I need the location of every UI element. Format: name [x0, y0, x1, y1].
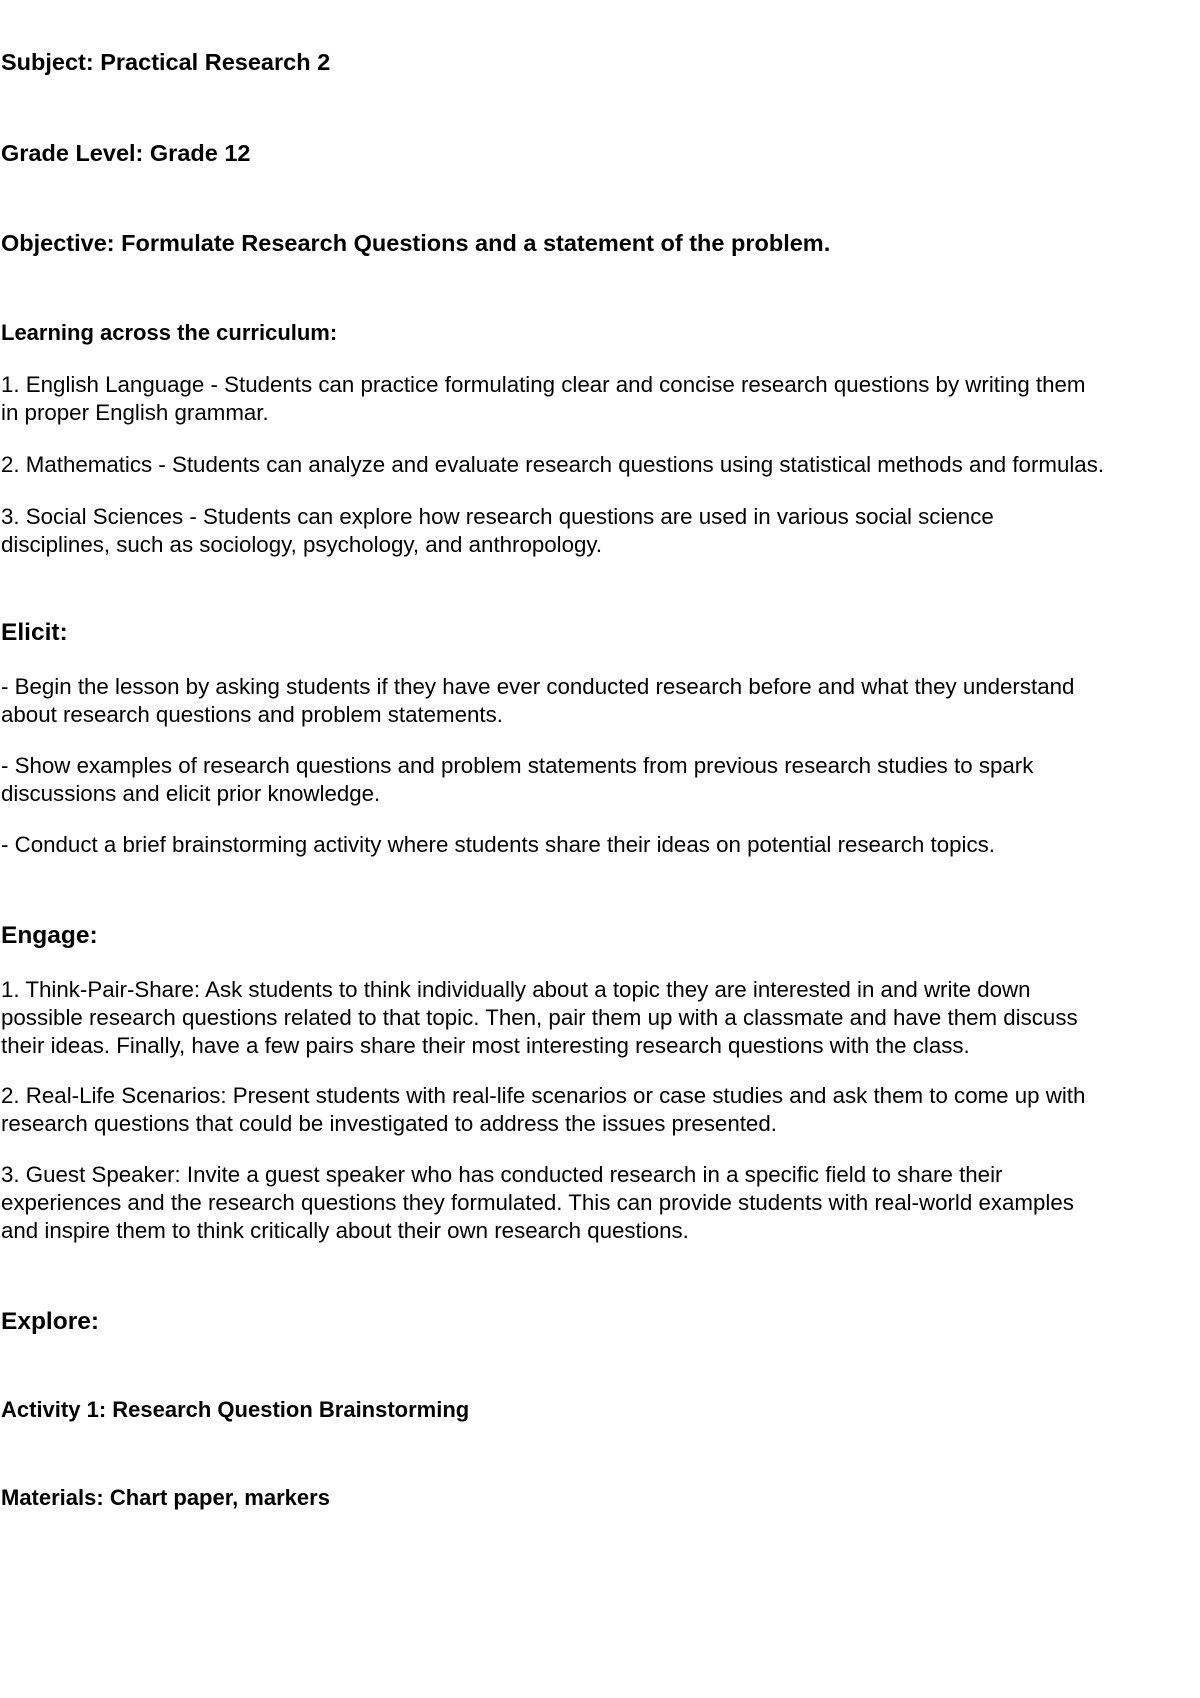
paragraph-line: and inspire them to think critically about their own research questions.: [1, 1218, 689, 1243]
paragraph-line: 2. Mathematics - Students can analyze and evaluate research questions using statistical methods and formulas.: [1, 452, 1105, 477]
paragraph-line: experiences and the research questions they formulated. This can provide students with real-world examples: [1, 1190, 1074, 1215]
paragraph-line: disciplines, such as sociology, psychology, and anthropology.: [1, 532, 603, 557]
paragraph-line: 1. Think-Pair-Share: Ask students to think individually about a topic they are interested in and write down: [1, 977, 1031, 1002]
paragraph-line: discussions and elicit prior knowledge.: [1, 781, 381, 806]
paragraph-line: their ideas. Finally, have a few pairs share their most interesting research questions with the class.: [1, 1033, 970, 1058]
engage-item-think-pair-share: [1, 976, 1200, 1060]
paragraph-line: 3. Guest Speaker: Invite a guest speaker who has conducted research in a specific field to share their: [1, 1162, 1003, 1187]
subject-heading: Subject: Practical Research 2: [1, 49, 331, 75]
learning-item-mathematics: [1, 451, 1200, 479]
paragraph-line: 2. Real-Life Scenarios: Present students with real-life scenarios or case studies and ask them to come up with: [1, 1083, 1086, 1108]
objective-heading: Objective: Formulate Research Questions and a statement of the problem.: [1, 230, 831, 256]
paragraph-line: - Conduct a brief brainstorming activity where students share their ideas on potential research topics.: [1, 832, 995, 857]
learning-across-heading: Learning across the curriculum:: [1, 320, 338, 345]
paragraph-line: 3. Social Sciences - Students can explore how research questions are used in various social science: [1, 504, 994, 529]
elicit-item: [1, 673, 1200, 729]
learning-item-english: [1, 371, 1200, 427]
paragraph-line: research questions that could be investigated to address the issues presented.: [1, 1111, 777, 1136]
paragraph-line: about research questions and problem statements.: [1, 702, 503, 727]
engage-item-real-life-scenarios: [1, 1082, 1200, 1138]
elicit-item: [1, 831, 1200, 859]
activity-heading: Activity 1: Research Question Brainstorming: [1, 1397, 470, 1422]
grade-level-heading: Grade Level: Grade 12: [1, 140, 251, 166]
elicit-heading: Elicit:: [1, 619, 68, 646]
engage-heading: Engage:: [1, 922, 98, 949]
paragraph-line: 1. English Language - Students can practice formulating clear and concise research questions by writing them: [1, 372, 1086, 397]
engage-item-guest-speaker: [1, 1161, 1200, 1245]
explore-heading: Explore:: [1, 1308, 100, 1335]
elicit-item: [1, 752, 1200, 808]
paragraph-line: - Begin the lesson by asking students if they have ever conducted research before and what they understand: [1, 674, 1075, 699]
paragraph-line: in proper English grammar.: [1, 400, 269, 425]
paragraph-line: - Show examples of research questions and problem statements from previous research studies to spark: [1, 753, 1034, 778]
learning-item-social-sciences: [1, 503, 1200, 559]
paragraph-line: possible research questions related to that topic. Then, pair them up with a classmate and have them discuss: [1, 1005, 1078, 1030]
materials-heading: Materials: Chart paper, markers: [1, 1485, 330, 1510]
